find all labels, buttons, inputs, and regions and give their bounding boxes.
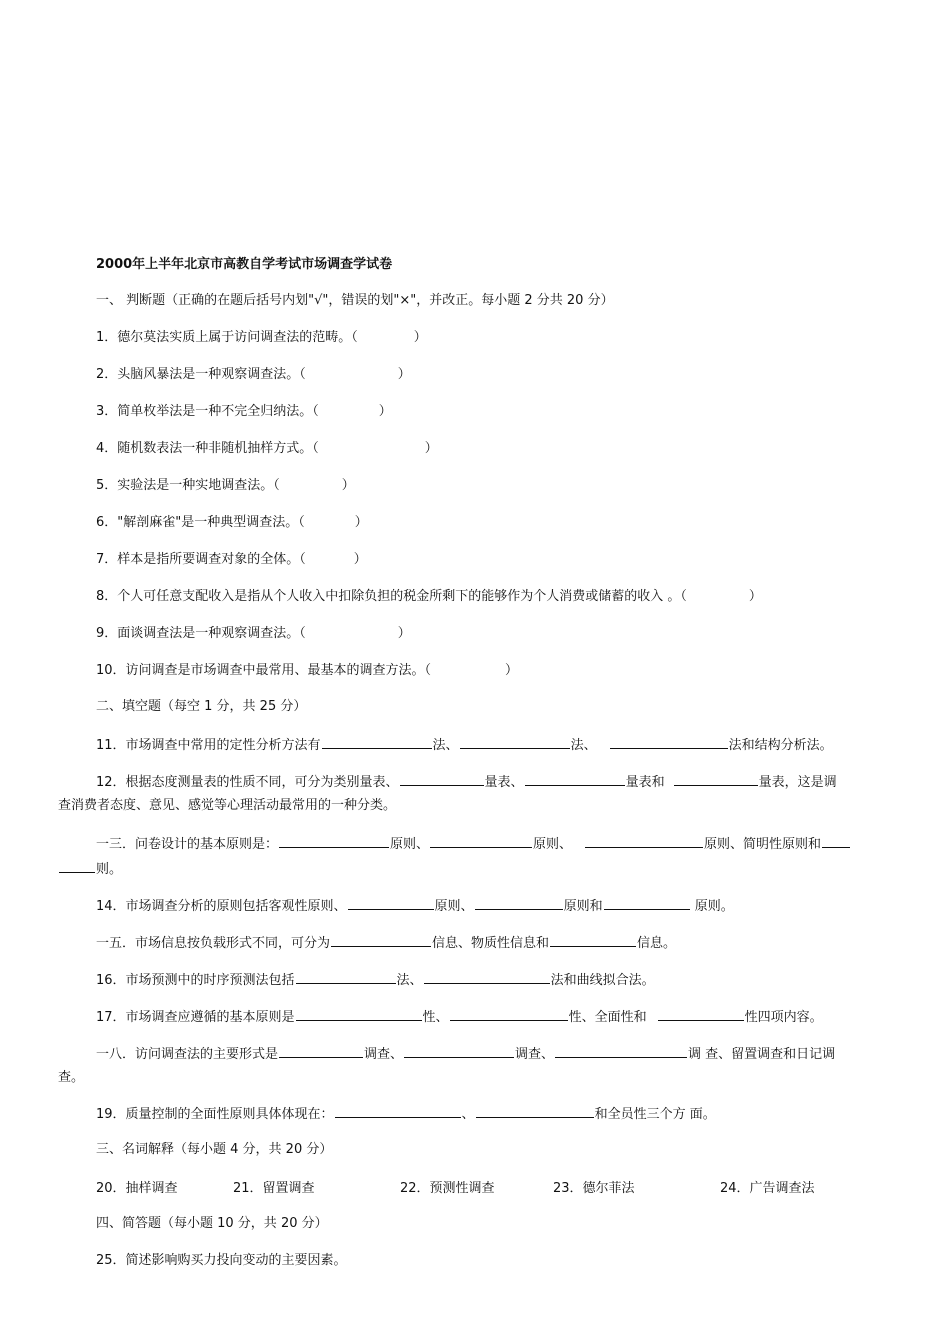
answer-blank	[610, 734, 728, 749]
q13-text-e: 则。	[96, 862, 123, 877]
question-text: 1．德尔莫法实质上属于访问调查法的范畴。（	[96, 330, 358, 345]
question-9	[96, 624, 890, 644]
answer-blank	[322, 734, 432, 749]
question-15	[96, 932, 890, 954]
question-7	[96, 550, 890, 570]
q18-text-d: 调 查、留置调查和日记调	[688, 1047, 836, 1062]
paren-close: ）	[397, 367, 411, 382]
exam-title: 2000年上半年北京市高教自学考试市场调查学试卷	[96, 257, 393, 272]
answer-blank	[59, 858, 95, 873]
question-text: 5．实验法是一种实地调查法。（	[96, 478, 280, 493]
term-20: 20．抽样调查	[96, 1181, 178, 1196]
q13-text-a: 一三．问卷设计的基本原则是：	[96, 837, 279, 852]
answer-blank	[822, 833, 850, 848]
q11-text-a: 11．市场调查中常用的定性分析方法有	[96, 738, 321, 753]
answer-blank	[348, 895, 434, 910]
term-22: 22．预测性调查	[400, 1181, 495, 1196]
q12-text-a: 12．根据态度测量表的性质不同，可分为类别量表、	[96, 775, 399, 790]
answer-blank	[400, 771, 484, 786]
q12-text-d: 量表，这是调	[758, 775, 837, 790]
q11-text-d: 法和结构分析法。	[728, 738, 833, 753]
paren-close: ）	[353, 552, 367, 567]
question-25: 25．简述影响购买力投向变动的主要因素。	[96, 1253, 347, 1268]
question-text: 10．访问调查是市场调查中最常用、最基本的调查方法。（	[96, 663, 432, 678]
q19-text-b: 、	[461, 1107, 475, 1122]
answer-blank	[335, 1103, 461, 1118]
answer-blank	[404, 1043, 514, 1058]
question-text: 6．"解剖麻雀"是一种典型调查法。（	[96, 515, 305, 530]
q17-text-b: 性、	[422, 1010, 449, 1025]
answer-blank	[525, 771, 625, 786]
q15-text-b: 信息、物质性信息和	[432, 936, 550, 951]
answer-blank	[460, 734, 570, 749]
question-19	[96, 1103, 890, 1125]
question-17	[96, 1006, 890, 1028]
answer-blank	[296, 969, 396, 984]
terms-row	[96, 1177, 886, 1197]
answer-blank	[430, 833, 532, 848]
answer-blank	[658, 1006, 744, 1021]
answer-blank	[550, 932, 636, 947]
question-18-line2: 查。	[58, 1070, 85, 1085]
q19-text-c: 和全员性三个方 面。	[594, 1107, 716, 1122]
paren-close: ）	[748, 589, 762, 604]
question-14	[96, 895, 890, 917]
paren-close: ）	[378, 404, 392, 419]
q11-text-c: 法、	[570, 738, 597, 753]
question-text: 7．样本是指所要调查对象的全体。（	[96, 552, 306, 567]
question-6	[96, 513, 890, 533]
q18-text-a: 一八．访问调查法的主要形式是	[96, 1047, 279, 1062]
paren-close: ）	[505, 663, 519, 678]
q14-text-c: 原则和	[563, 899, 603, 914]
answer-blank	[296, 1006, 422, 1021]
q14-text-d: 原则。	[690, 899, 734, 914]
q12-text-c: 量表和	[625, 775, 665, 790]
question-12-line1	[96, 771, 890, 793]
answer-blank	[331, 932, 431, 947]
section1-heading: 一、 判断题（正确的在题后括号内划"√"，错误的划"×"，并改正。每小题 2 分共 20 分）	[96, 293, 614, 308]
question-text: 3．简单枚举法是一种不完全归纳法。（	[96, 404, 319, 419]
paren-close: ）	[413, 330, 427, 345]
question-12-line2: 查消费者态度、意见、感觉等心理活动最常用的一种分类。	[58, 798, 397, 813]
q18-text-c: 调查、	[515, 1047, 555, 1062]
question-text: 9．面谈调查法是一种观察调查法。（	[96, 626, 306, 641]
paren-close: ）	[397, 626, 411, 641]
answer-blank	[604, 895, 690, 910]
question-text: 2．头脑风暴法是一种观察调查法。（	[96, 367, 306, 382]
question-1	[96, 328, 890, 348]
q16-text-a: 16．市场预测中的时序预测法包括	[96, 973, 295, 988]
q13-text-b: 原则、	[390, 837, 430, 852]
answer-blank	[555, 1043, 687, 1058]
q12-text-b: 量表、	[484, 775, 524, 790]
q13-text-d: 原则、简明性原则和	[704, 837, 822, 852]
answer-blank	[674, 771, 758, 786]
question-10	[96, 661, 890, 681]
question-text: 8．个人可任意支配收入是指从个人收入中扣除负担的税金所剩下的能够作为个人消费或储蓄的收入 。（	[96, 589, 687, 604]
question-text: 4．随机数表法一种非随机抽样方式。（	[96, 441, 319, 456]
q15-text-c: 信息。	[637, 936, 677, 951]
question-13-line1	[96, 833, 890, 855]
q14-text-a: 14．市场调查分析的原则包括客观性原则、	[96, 899, 347, 914]
q17-text-c: 性、全面性和	[568, 1010, 647, 1025]
answer-blank	[585, 833, 703, 848]
paren-close: ）	[341, 478, 355, 493]
question-11	[96, 734, 890, 756]
q11-text-b: 法、	[432, 738, 459, 753]
q17-text-a: 17．市场调查应遵循的基本原则是	[96, 1010, 295, 1025]
answer-blank	[279, 833, 389, 848]
question-13-line2	[58, 858, 890, 880]
q19-text-a: 19．质量控制的全面性原则具体体现在：	[96, 1107, 334, 1122]
answer-blank	[475, 895, 563, 910]
question-16	[96, 969, 890, 991]
section2-heading: 二、填空题（每空 1 分，共 25 分）	[96, 699, 307, 714]
section4-heading: 四、简答题（每小题 10 分，共 20 分）	[96, 1216, 328, 1231]
q14-text-b: 原则、	[434, 899, 474, 914]
paren-close: ）	[424, 441, 438, 456]
term-24: 24．广告调查法	[720, 1181, 815, 1196]
question-2	[96, 365, 890, 385]
answer-blank	[424, 969, 550, 984]
answer-blank	[279, 1043, 363, 1058]
q16-text-c: 法和曲线拟合法。	[550, 973, 655, 988]
question-18-line1	[96, 1043, 890, 1065]
q15-text-a: 一五．市场信息按负载形式不同，可分为	[96, 936, 331, 951]
q18-text-b: 调查、	[364, 1047, 404, 1062]
term-21: 21．留置调查	[233, 1181, 315, 1196]
paren-close: ）	[354, 515, 368, 530]
question-3	[96, 402, 890, 422]
section3-heading: 三、名词解释（每小题 4 分，共 20 分）	[96, 1142, 333, 1157]
q16-text-b: 法、	[396, 973, 423, 988]
term-23: 23．德尔菲法	[553, 1181, 635, 1196]
q17-text-d: 性四项内容。	[744, 1010, 823, 1025]
question-4	[96, 439, 890, 459]
answer-blank	[476, 1103, 594, 1118]
question-5	[96, 476, 890, 496]
q13-text-c: 原则、	[533, 837, 573, 852]
answer-blank	[450, 1006, 568, 1021]
question-8	[96, 587, 890, 607]
